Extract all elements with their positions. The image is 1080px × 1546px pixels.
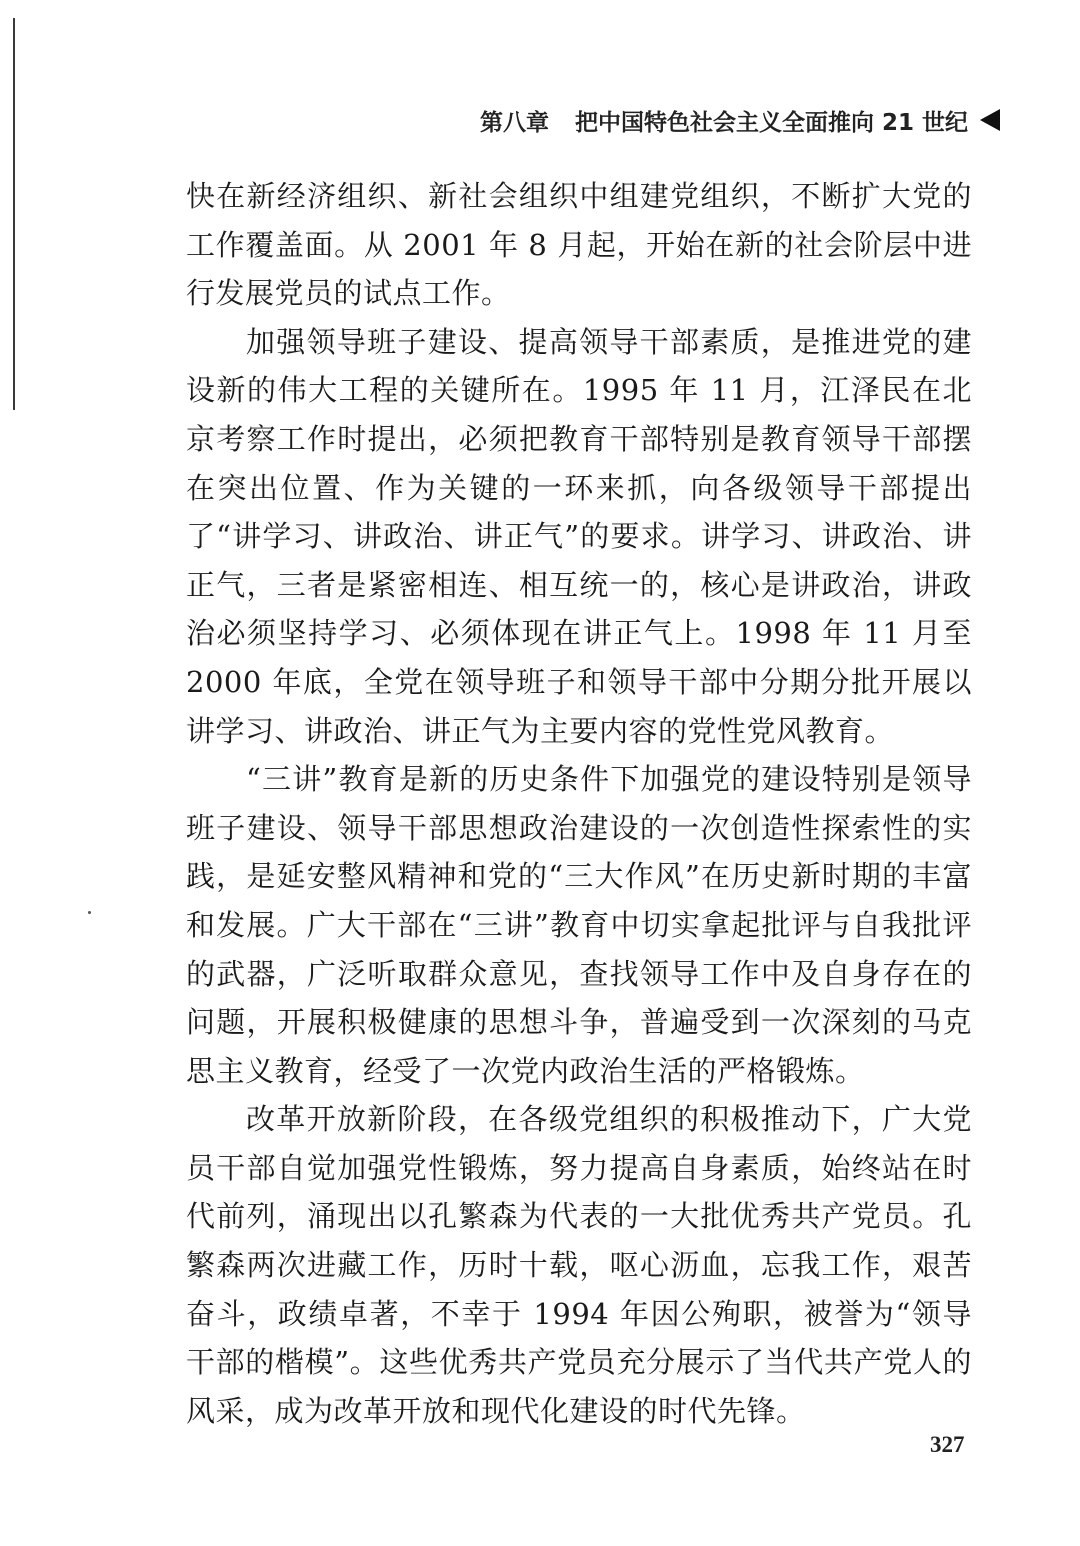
paragraph-leadership-building: 加强领导班子建设、提高领导干部素质，是推进党的建设新的伟大工程的关键所在。1995 年 11 月，江泽民在北京考察工作时提出，必须把教育干部特别是教育领导干部摆在突出位置、作为关键的一环来抓，向各级领导干部提出了“讲学习、讲政治、讲正气”的要求。讲学习、讲政治、讲正气，三者是紧密相连、相互统一的，核心是讲政治，讲政治必须坚持学习、必须体现在讲正气上。1998 年 11 月至 2000 年底，全党在领导班子和领导干部中分期分批开展以讲学习、讲政治、讲正气为主要内容的党性党风教育。 [186, 324, 972, 748]
scan-speck [88, 911, 91, 914]
paragraph-exemplary-members: 改革开放新阶段，在各级党组织的积极推动下，广大党员干部自觉加强党性锻炼，努力提高自身素质，始终站在时代前列，涌现出以孔繁森为代表的一大批优秀共产党员。孔繁森两次进藏工作，历时十载，呕心沥血，忘我工作，艰苦奋斗，政绩卓著，不幸于 1994 年因公殉职，被誉为“领导干部的楷模”。这些优秀共产党员充分展示了当代共产党人的风采，成为改革开放和现代化建设的时代先锋。 [186, 1102, 972, 1428]
body-text [186, 172, 972, 1435]
paragraph-continuation: 快在新经济组织、新社会组织中组建党组织，不断扩大党的工作覆盖面。从 2001 年 8 月起，开始在新的社会阶层中进行发展党员的试点工作。 [186, 179, 972, 311]
chapter-label: 第八章 [479, 109, 549, 136]
running-header [480, 100, 1000, 140]
page-number: 327 [930, 1432, 965, 1457]
page-binding-line [13, 18, 15, 410]
chapter-title: 把中国特色社会主义全面推向 21 世纪 [574, 109, 968, 136]
paragraph-three-stresses: “三讲”教育是新的历史条件下加强党的建设特别是领导班子建设、领导干部思想政治建设的一次创造性探索性的实践，是延安整风精神和党的“三大作风”在历史新时期的丰富和发展。广大干部在“三讲”教育中切实拿起批评与自我批评的武器，广泛听取群众意见，查找领导工作中及自身存在的问题，开展积极健康的思想斗争，普遍受到一次深刻的马克思主义教育，经受了一次党内政治生活的严格锻炼。 [186, 762, 972, 1088]
left-triangle-icon [980, 109, 1000, 131]
